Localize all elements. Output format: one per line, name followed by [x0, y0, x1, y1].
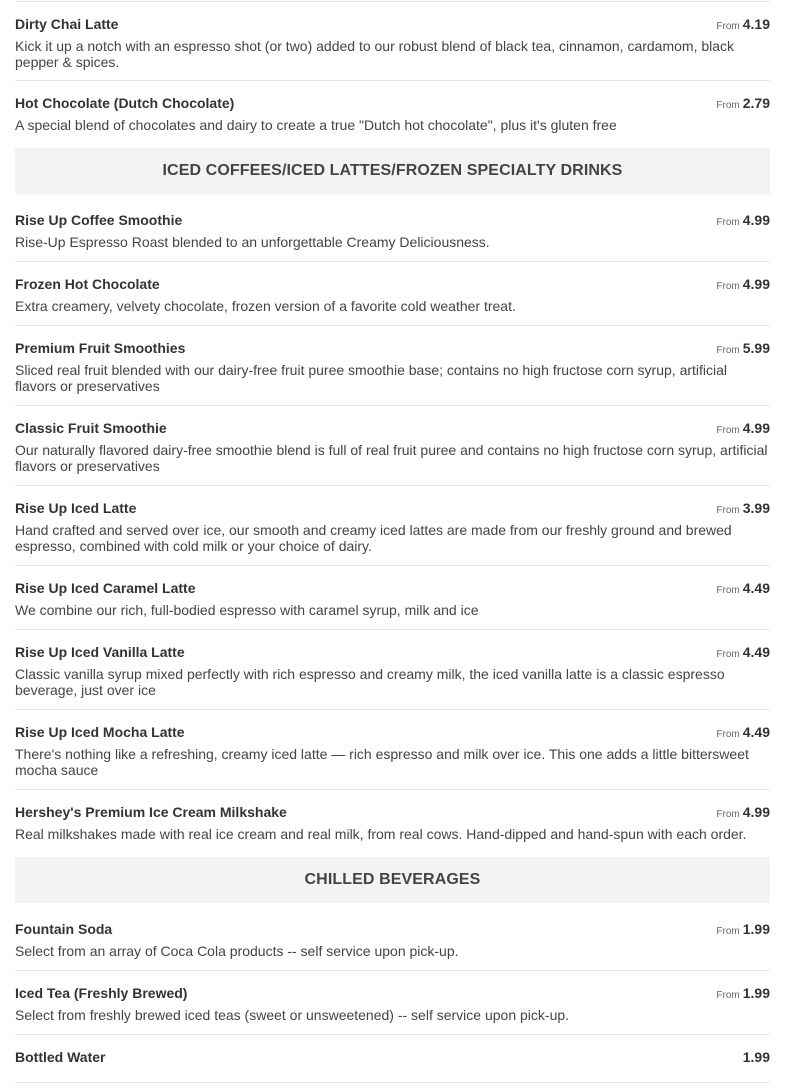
item-price [743, 1049, 770, 1065]
from-label: From [716, 425, 740, 436]
from-label: From [716, 809, 740, 820]
item-name: Rise Up Coffee Smoothie [15, 212, 183, 228]
item-description: Select from an array of Coca Cola products -- self service upon pick-up. [15, 943, 459, 959]
from-label: From [716, 585, 740, 596]
from-label: From [716, 281, 740, 292]
item-name: Rise Up Iced Mocha Latte [15, 724, 185, 740]
from-label: From [716, 345, 740, 356]
price-value: 4.49 [742, 580, 770, 596]
item-description: There's nothing like a refreshing, creamy iced latte — rich espresso and milk over ice. This one adds a little bittersweet mocha sauce [15, 746, 749, 778]
item-name: Frozen Hot Chocolate [15, 276, 160, 292]
menu-item-rise-up-coffee-smoothie[interactable] [15, 194, 770, 262]
item-name: Iced Tea (Freshly Brewed) [15, 985, 188, 1001]
item-name: Fountain Soda [15, 921, 113, 937]
menu-item-classic-fruit-smoothie[interactable] [15, 406, 770, 486]
item-description: Extra creamery, velvety chocolate, frozen version of a favorite cold weather treat. [15, 298, 516, 314]
item-price [716, 724, 770, 740]
from-label: From [716, 505, 740, 516]
item-description: Kick it up a notch with an espresso shot (or two) added to our robust blend of black tea, cinnamon, cardamom, black pepper & spices. [15, 38, 735, 70]
item-description: A special blend of chocolates and dairy to create a true "Dutch hot chocolate", plus it's gluten free [15, 117, 617, 133]
item-price [716, 921, 770, 937]
price-value: 2.79 [742, 95, 770, 111]
price-value: 1.99 [742, 985, 770, 1001]
menu-list [15, 0, 770, 1083]
item-price [716, 804, 770, 820]
item-price [716, 420, 770, 436]
section-header-iced-coffees: ICED COFFEES/ICED LATTES/FROZEN SPECIALTY DRINKS [15, 148, 770, 194]
menu-item-frozen-hot-chocolate[interactable] [15, 262, 770, 326]
from-label: From [716, 100, 740, 111]
item-name: Rise Up Iced Vanilla Latte [15, 644, 185, 660]
menu-item-rise-up-iced-caramel-latte[interactable] [15, 566, 770, 630]
from-label: From [716, 217, 740, 228]
item-description: Rise-Up Espresso Roast blended to an unforgettable Creamy Deliciousness. [15, 234, 490, 250]
price-value: 4.99 [742, 276, 770, 292]
from-label: From [716, 21, 740, 32]
item-price [716, 276, 770, 292]
item-price [716, 16, 770, 32]
item-price [716, 580, 770, 596]
menu-item-iced-tea[interactable] [15, 971, 770, 1035]
menu-item-rise-up-iced-latte[interactable] [15, 486, 770, 566]
menu-item-hersheys-milkshake[interactable] [15, 790, 770, 854]
item-name: Rise Up Iced Latte [15, 500, 137, 516]
item-name: Rise Up Iced Caramel Latte [15, 580, 196, 596]
item-price [716, 644, 770, 660]
item-name: Hershey's Premium Ice Cream Milkshake [15, 804, 287, 820]
item-description: Hand crafted and served over ice, our smooth and creamy iced lattes are made from our freshly ground and brewed espresso, combined with cold milk or your choice of dairy. [15, 522, 732, 554]
section-header-chilled-beverages: CHILLED BEVERAGES [15, 857, 770, 903]
price-value: 4.49 [742, 644, 770, 660]
menu-item-premium-fruit-smoothies[interactable] [15, 326, 770, 406]
item-price [716, 985, 770, 1001]
item-price [716, 95, 770, 111]
item-description: Our naturally flavored dairy-free smoothie blend is full of real fruit puree and contains no high fructose corn syrup, artificial flavors or preservatives [15, 442, 768, 474]
price-value: 4.49 [742, 724, 770, 740]
menu-item-fountain-soda[interactable] [15, 903, 770, 971]
item-price [716, 212, 770, 228]
menu-item-dirty-chai-latte[interactable] [15, 2, 770, 81]
from-label: From [716, 729, 740, 740]
item-price [716, 500, 770, 516]
price-value: 4.19 [742, 16, 770, 32]
item-description: Sliced real fruit blended with our dairy-free fruit puree smoothie base; contains no high fructose corn syrup, artificial flavors or preservatives [15, 362, 728, 394]
menu-item-hot-chocolate[interactable] [15, 81, 770, 145]
item-description: Classic vanilla syrup mixed perfectly with rich espresso and creamy milk, the iced vanilla latte is a classic espresso beverage, just over ice [15, 666, 725, 698]
price-value: 3.99 [742, 500, 770, 516]
price-value: 4.99 [742, 212, 770, 228]
price-value: 1.99 [742, 921, 770, 937]
item-name: Premium Fruit Smoothies [15, 340, 186, 356]
price-value: 4.99 [742, 804, 770, 820]
from-label: From [716, 649, 740, 660]
item-name: Hot Chocolate (Dutch Chocolate) [15, 95, 235, 111]
price-value: 5.99 [742, 340, 770, 356]
item-description: Real milkshakes made with real ice cream and real milk, from real cows. Hand-dipped and hand-spun with each order. [15, 826, 747, 842]
item-description: We combine our rich, full-bodied espresso with caramel syrup, milk and ice [15, 602, 479, 618]
item-name: Bottled Water [15, 1049, 106, 1065]
item-price [716, 340, 770, 356]
from-label: From [716, 926, 740, 937]
menu-item-rise-up-iced-vanilla-latte[interactable] [15, 630, 770, 710]
price-value: 4.99 [742, 420, 770, 436]
price-value: 1.99 [742, 1049, 770, 1065]
item-name: Dirty Chai Latte [15, 16, 119, 32]
from-label: From [716, 990, 740, 1001]
menu-item-bottled-water[interactable] [15, 1035, 770, 1083]
item-name: Classic Fruit Smoothie [15, 420, 167, 436]
item-description: Select from freshly brewed iced teas (sweet or unsweetened) -- self service upon pick-up. [15, 1007, 570, 1023]
menu-item-rise-up-iced-mocha-latte[interactable] [15, 710, 770, 790]
